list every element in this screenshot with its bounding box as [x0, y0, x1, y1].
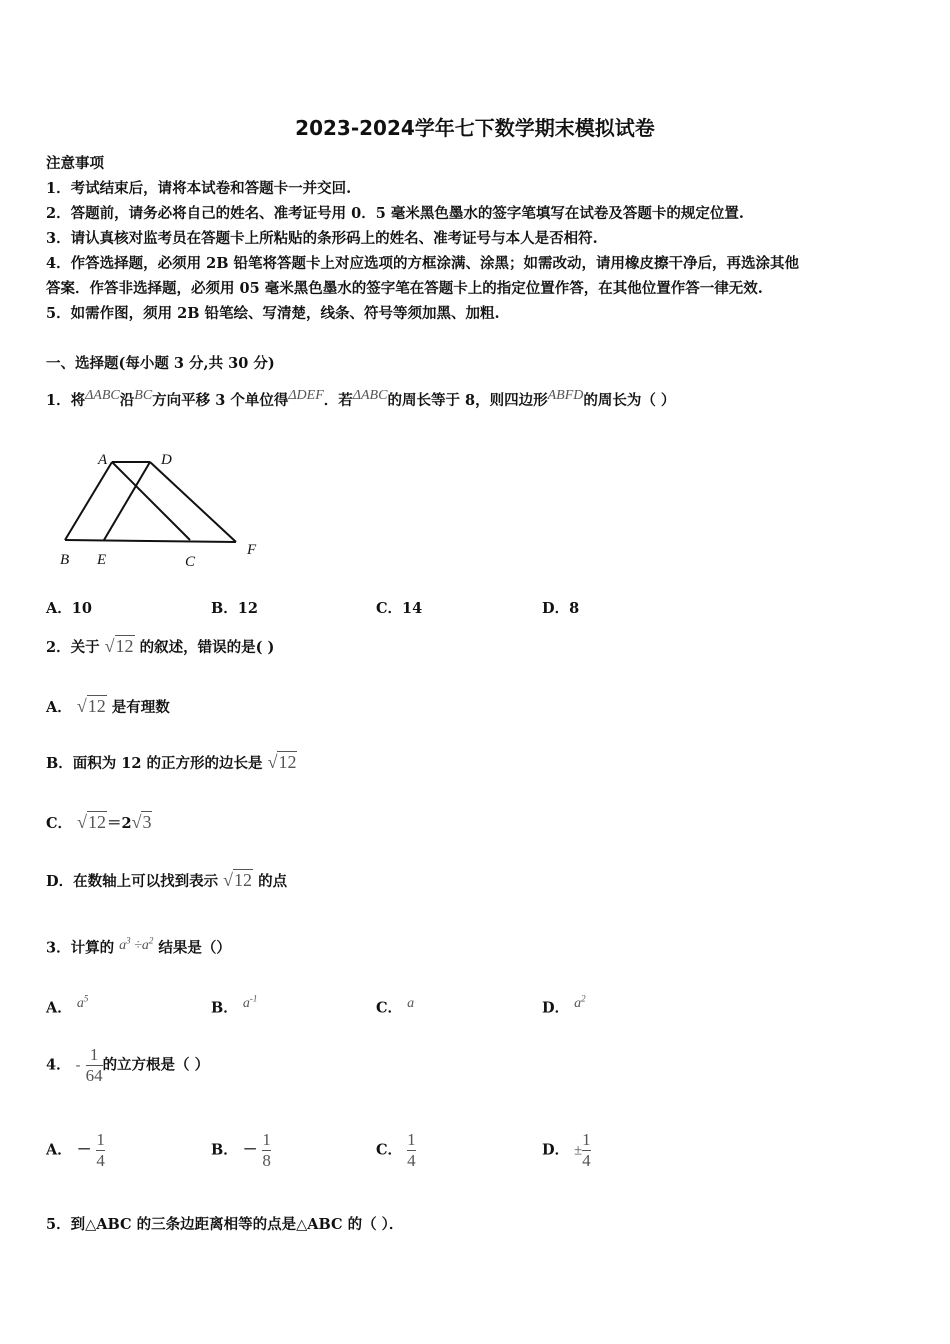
- q4-option-a-label: A．: [46, 1141, 72, 1159]
- q4-option-b-num: 1: [262, 1130, 271, 1149]
- q4-option-a[interactable]: [46, 1130, 105, 1171]
- notice-line-4b: 答案．作答非选择题，必须用 05 毫米黑色墨水的签字笔在答题卡上的指定位置作答，在其他位置作答一律无效.: [46, 280, 763, 297]
- q4-fraction: [86, 1045, 103, 1086]
- q1-text-5: 的周长等于 8，则四边形: [387, 392, 548, 409]
- q2-option-c-label: C．: [46, 815, 73, 832]
- q3-option-a-base: a: [76, 995, 84, 1011]
- q4-option-c-fraction: [407, 1130, 416, 1171]
- q4-option-b-fraction: [262, 1130, 271, 1171]
- q4-option-d-den: 4: [582, 1151, 591, 1170]
- q2-option-b-text: B．面积为 12 的正方形的边长是: [46, 755, 263, 772]
- q4-minus: -: [75, 1057, 81, 1074]
- q2-option-c-eq: ＝2: [107, 815, 132, 832]
- q3-stem-post: 结果是（）: [158, 939, 231, 957]
- q4-option-a-fraction: [96, 1130, 105, 1171]
- q3-option-a[interactable]: [46, 993, 88, 1018]
- q4-option-a-den: 4: [96, 1151, 105, 1170]
- q3-option-c-label: C．: [376, 999, 403, 1017]
- q1-math-abc-2: ΔABC: [352, 388, 388, 403]
- q4-option-d-num: 1: [582, 1130, 591, 1149]
- q2-stem-post: 的叙述，错误的是( ): [139, 639, 275, 656]
- q1-text-4: ．若: [323, 392, 353, 409]
- question-4: [46, 1045, 209, 1086]
- q1-text-3: 方向平移 3 个单位得: [152, 392, 289, 409]
- q2-option-a-radical: √12: [76, 696, 106, 716]
- q3-option-a-exp: 5: [83, 993, 89, 1003]
- q4-option-b-label: B．: [211, 1141, 238, 1159]
- notice-line-2: 2．答题前，请务必将自己的姓名、准考证号用 0．5 毫米黑色墨水的签字笔填写在试卷及答题卡的规定位置.: [46, 205, 744, 222]
- q2-option-a-text: 是有理数: [111, 699, 170, 716]
- q1-option-d[interactable]: D．8: [542, 600, 580, 617]
- q1-figure: [40, 440, 280, 575]
- q1-option-c[interactable]: C．14: [376, 600, 423, 617]
- q1-option-a[interactable]: A．10: [46, 600, 92, 617]
- q1-math-bc: BC: [134, 388, 153, 403]
- q2-option-c-radical-2: √3: [131, 812, 152, 832]
- q3-option-b[interactable]: [211, 993, 257, 1018]
- q3-option-b-base: a: [242, 995, 250, 1011]
- notice-line-5: 5．如需作图，须用 2B 铅笔绘、写清楚，线条、符号等须加黑、加粗.: [46, 305, 500, 322]
- q4-option-d[interactable]: [542, 1130, 591, 1171]
- section-heading: 一、选择题(每小题 3 分,共 30 分): [46, 355, 275, 372]
- notice-line-3: 3．请认真核对监考员在答题卡上所粘贴的条形码上的姓名、准考证号与本人是否相符.: [46, 230, 598, 247]
- q4-option-c-label: C．: [376, 1141, 403, 1159]
- q1-text-2: 沿: [119, 392, 135, 409]
- q2-radical: √12: [104, 636, 134, 656]
- q3-exp-2: 2: [148, 935, 154, 945]
- q2-option-a[interactable]: [46, 696, 170, 717]
- q3-base-1: a: [119, 937, 127, 953]
- q1-math-def: ΔDEF: [288, 388, 324, 403]
- q3-option-c-base: a: [407, 995, 415, 1011]
- q4-option-d-label: D．: [542, 1141, 570, 1159]
- q2-option-d[interactable]: [46, 870, 287, 891]
- q4-option-a-num: 1: [96, 1130, 105, 1149]
- q3-option-d-expr: [574, 993, 586, 1011]
- q3-option-d-label: D．: [542, 999, 570, 1017]
- q3-divide: ÷: [134, 937, 142, 953]
- segment-df: [150, 462, 236, 542]
- q3-option-d[interactable]: [542, 993, 586, 1018]
- q2-option-b-radical: √12: [267, 752, 297, 772]
- q3-option-b-exp: -1: [249, 993, 258, 1003]
- q2-option-b[interactable]: [46, 752, 297, 773]
- segment-bf: [65, 540, 236, 542]
- question-3: [46, 935, 231, 958]
- q4-stem-post: 的立方根是（ ）: [102, 1056, 210, 1074]
- q2-option-a-label: A．: [46, 699, 72, 716]
- segment-ac: [112, 462, 190, 540]
- q1-option-b[interactable]: B．12: [211, 600, 258, 617]
- segment-de: [104, 462, 150, 540]
- segment-ab: [65, 462, 112, 540]
- q2-option-d-radical: √12: [223, 870, 253, 890]
- notice-line-1: 1．考试结束后，请将本试卷和答题卡一并交回.: [46, 180, 352, 197]
- q4-option-c-den: 4: [407, 1151, 416, 1170]
- q4-option-a-sign: －: [76, 1141, 92, 1159]
- q1-text-6: 的周长为（ ）: [583, 392, 676, 409]
- label-f: F: [247, 542, 257, 558]
- label-a: A: [98, 452, 108, 468]
- q3-option-b-expr: [242, 993, 258, 1011]
- label-b: B: [60, 552, 70, 568]
- label-d: D: [161, 452, 172, 468]
- q3-option-d-exp: 2: [581, 993, 586, 1003]
- label-c: C: [185, 554, 196, 570]
- question-5: 5．到△ABC 的三条边距离相等的点是△ABC 的（ ）．: [46, 1216, 404, 1233]
- q3-exp-1: 3: [126, 935, 131, 945]
- q2-option-b-radicand: 12: [278, 752, 297, 772]
- q4-numerator: 1: [89, 1045, 99, 1064]
- q3-option-b-label: B．: [211, 999, 238, 1017]
- q3-option-a-label: A．: [46, 999, 72, 1017]
- q3-option-a-expr: [76, 993, 89, 1011]
- q4-option-b[interactable]: [211, 1130, 271, 1171]
- q4-label: 4．: [46, 1056, 71, 1074]
- q3-option-c[interactable]: [376, 993, 414, 1018]
- q1-math-abc: ΔABC: [85, 388, 120, 403]
- q2-radicand: 12: [115, 636, 134, 656]
- notice-line-4a: 4．作答选择题，必须用 2B 铅笔将答题卡上对应选项的方框涂满、涂黑；如需改动，请用橡皮擦干净后，再选涂其他: [46, 255, 800, 272]
- q3-base-2: a: [141, 937, 149, 953]
- q4-option-c[interactable]: [376, 1130, 416, 1171]
- q2-option-c-radicand-1: 12: [88, 812, 106, 832]
- q3-stem-pre: 3．计算的: [46, 939, 115, 957]
- q3-expression: [119, 935, 154, 953]
- q4-option-b-sign: －: [242, 1141, 258, 1159]
- q4-option-d-sign: ±: [574, 1142, 583, 1159]
- q2-option-c-radical-1: √12: [77, 812, 106, 832]
- q2-option-d-post: 的点: [258, 873, 288, 890]
- q2-option-c-radicand-2: 3: [142, 812, 152, 832]
- q4-option-c-num: 1: [407, 1130, 416, 1149]
- question-1: [46, 388, 675, 410]
- q3-option-d-base: a: [574, 995, 582, 1011]
- notice-heading: 注意事项: [46, 155, 104, 172]
- q4-denominator: 64: [85, 1066, 103, 1085]
- q2-option-d-text: D．在数轴上可以找到表示: [46, 873, 219, 890]
- q2-option-d-radicand: 12: [234, 870, 253, 890]
- q3-option-c-expr: [407, 996, 414, 1011]
- q2-stem-pre: 2．关于: [46, 639, 100, 656]
- q2-option-a-radicand: 12: [87, 696, 106, 716]
- q1-math-abfd: ABFD: [547, 388, 584, 403]
- question-2: [46, 636, 274, 657]
- page-title: 2023-2024学年七下数学期末模拟试卷: [295, 116, 655, 140]
- q1-text-1: 1．将: [46, 392, 86, 409]
- q4-option-b-den: 8: [262, 1151, 271, 1170]
- q2-option-c[interactable]: [46, 812, 152, 833]
- label-e: E: [97, 552, 107, 568]
- q4-option-d-fraction: [582, 1130, 591, 1171]
